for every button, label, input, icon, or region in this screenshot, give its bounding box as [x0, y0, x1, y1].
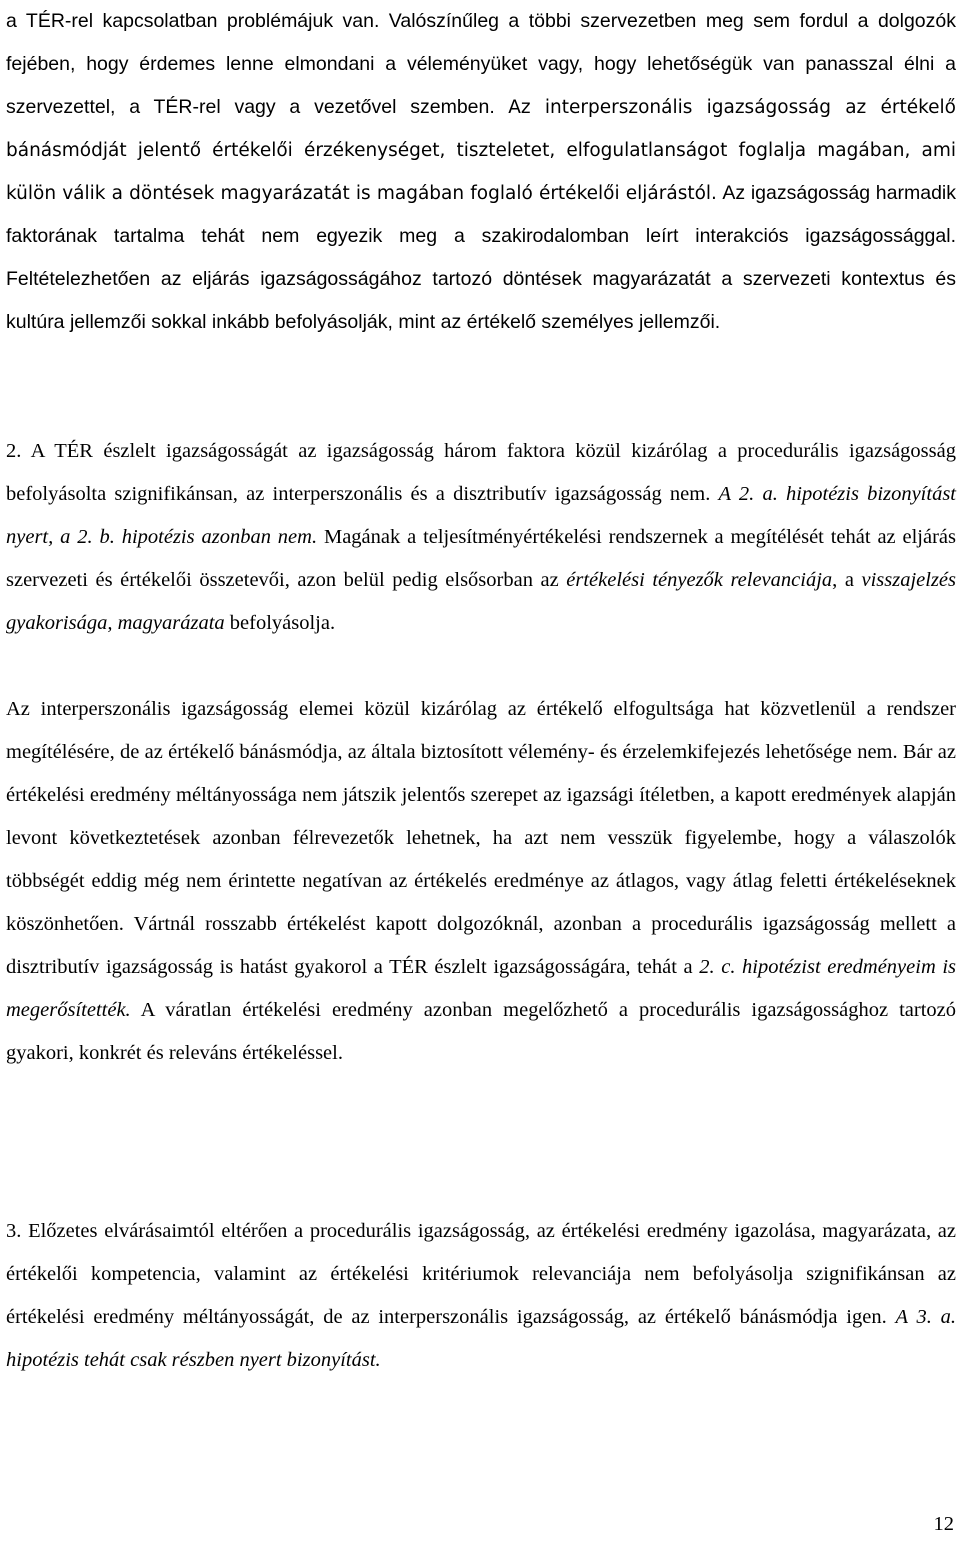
paragraph-2-text-2: Magának a teljesítményértékelési rendszernek a megítélését tehát az eljárás szervezeti és értékelői összetevői, azon belül pedig elsősorban az — [6, 526, 956, 591]
paragraph-4-hypothesis-result: A 3. a. hipotézis tehát csak részben nyert bizonyítást. — [6, 1306, 957, 1371]
paragraph-4 — [6, 1210, 956, 1382]
paragraph-2-text-4: befolyásolja. — [229, 612, 336, 634]
page-number: 12 — [933, 1513, 954, 1535]
paragraph-3-hypothesis-result: 2. c. hipotézist eredményeim is megerősítették. — [6, 956, 957, 1021]
paragraph-1 — [6, 0, 956, 344]
paragraph-2-emphasis-feedback: visszajelzés gyakorisága, magyarázata — [6, 569, 957, 634]
paragraph-2-text-3: , a — [832, 569, 854, 591]
paragraph-3-text-2: A váratlan értékelési eredmény azonban megelőzhető a procedurális igazságossághoz tartozó gyakori, konkrét és releváns értékeléssel. — [6, 999, 957, 1064]
paragraph-2-hypothesis-result: A 2. a. hipotézis bizonyítást nyert, a 2. b. hipotézis azonban nem. — [6, 483, 956, 548]
paragraph-4-text-1: 3. Előzetes elvárásaimtól eltérően a procedurális igazságosság, az értékelési eredmény igazolása, magyarázata, az értékelői kompetencia, valamint az értékelési kritériumok relevanciája nem befolyásolja szignifikánsan az értékelési eredmény méltányosságát, de az interperszonális igazságosság, az értékelő bánásmódja igen. — [6, 1220, 956, 1328]
paragraph-1-sentence-3: Az igazságosság harmadik faktorának tartalma tehát nem egyezik meg a szakirodalomban leírt interakciós igazságossággal. — [6, 182, 956, 247]
paragraph-2-emphasis-relevance: értékelési tényezők relevanciája — [566, 569, 833, 591]
paragraph-3-text-1: Az interperszonális igazságosság elemei közül kizárólag az értékelő elfogultsága hat közvetlenül a rendszer megítélésére, de az értékelő bánásmódja, az általa biztosított vélemény- és érzelemkifejezés lehetősége nem. Bár az értékelési eredmény méltányossága nem játszik jelentős szerepet az igazsági ítéletben, a kapott eredmények alapján levont következtetések azonban félrevezetők lehetnek, ha azt nem vesszük figyelembe, hogy a válaszolók többségét eddig még nem érintette negatívan az értékelés eredménye az átlagos, vagy átlag feletti értékeléseknek köszönhetően. Vártnál rosszabb értékelést kapott dolgozóknál, azonban a procedurális igazságosság mellett a disztributív igazságosság is hatást gyakorol a TÉR észlelt igazságosságára, tehát a — [6, 698, 956, 978]
paragraph-1-sentence-2: Az interperszonális igazságosság az értékelő bánásmódját jelentő értékelői érzékenységet, tiszteletet, elfogulatlanságot foglalja magában, ami külön válik a döntések magyarázatát is magában foglaló értékelői eljárástól. — [6, 97, 957, 204]
paragraph-2-text-1: 2. A TÉR észlelt igazságosságát az igazságosság három faktora közül kizárólag a procedurális igazságosság befolyásolta szignifikánsan, az interperszonális és a disztributív igazságosság nem. — [6, 440, 956, 505]
paragraph-2 — [6, 430, 956, 645]
paragraph-1-sentence-4: Feltételezhetően az eljárás igazságosságához tartozó döntések magyarázatát a szervezeti kontextus és kultúra jellemzői sokkal inkább befolyásolják, mint az értékelő személyes jellemzői. — [6, 268, 956, 333]
paragraph-1-sentence-1: a TÉR-rel kapcsolatban problémájuk van. Valószínűleg a többi szervezetben meg sem fordul a dolgozók fejében, hogy érdemes lenne elmondani a véleményüket vagy, hogy lehetőségük van panasszal élni a szervezettel, a TÉR-rel vagy a vezetővel szemben. — [6, 10, 956, 118]
paragraph-3 — [6, 688, 956, 1075]
